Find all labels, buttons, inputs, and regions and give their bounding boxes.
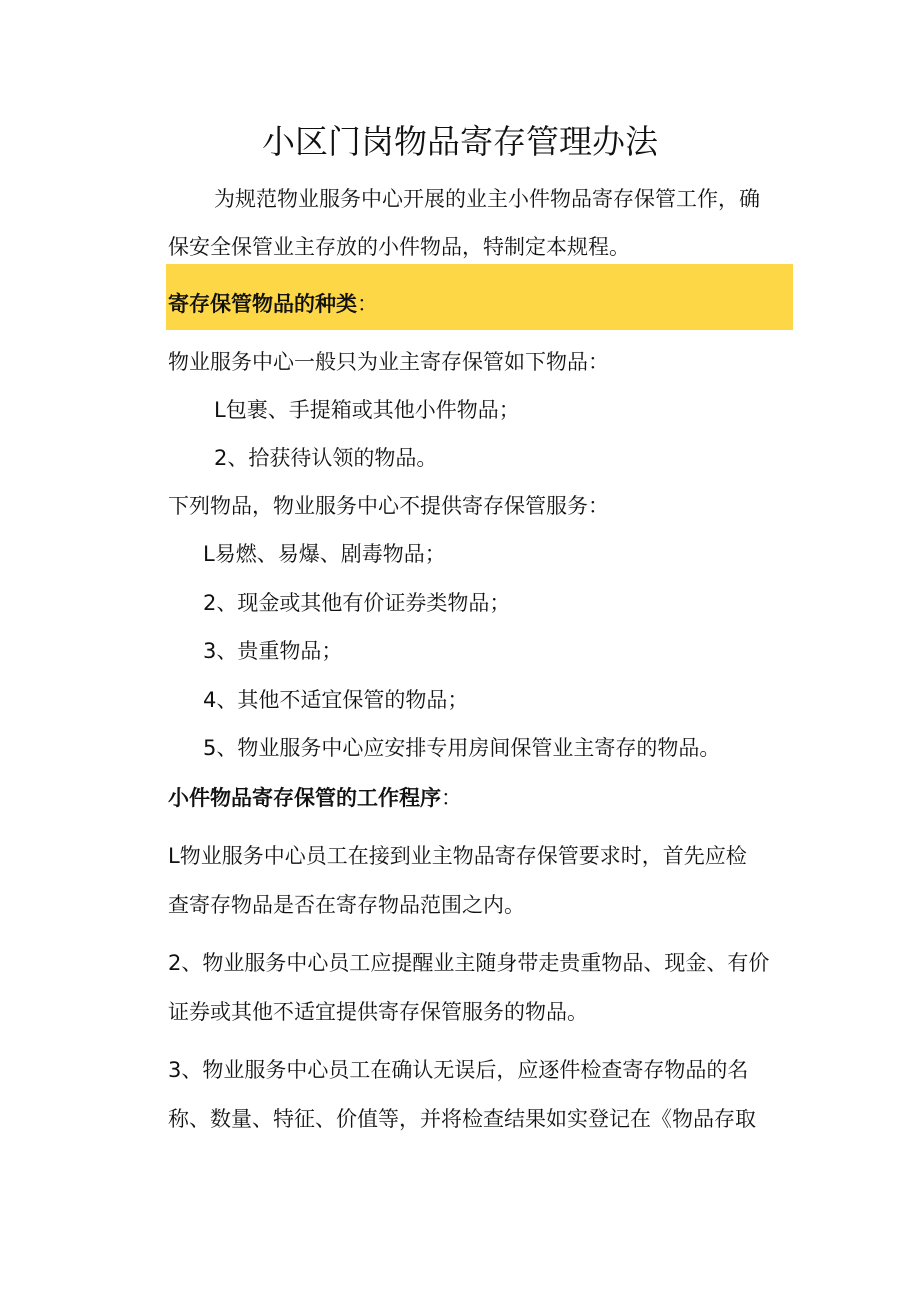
denied-item-4: 4、其他不适宜保管的物品；: [203, 688, 469, 712]
allowed-item-1: L包裹、手提箱或其他小件物品；: [214, 398, 520, 422]
section1-heading-colon: ：: [357, 292, 378, 316]
step-2-line-1: 2、物业服务中心员工应提醒业主随身带走贵重物品、现金、有价: [168, 951, 770, 975]
document-title: 小区门岗物品寄存管理办法: [262, 122, 658, 161]
section2-heading-text: 小件物品寄存保管的工作程序: [168, 786, 441, 810]
denied-item-2: 2、现金或其他有价证券类物品；: [203, 591, 511, 615]
step-1-line-1: L物业服务中心员工在接到业主物品寄存保管要求时，首先应检: [168, 844, 747, 868]
step-3-line-1: 3、物业服务中心员工在确认无误后，应逐件检查寄存物品的名: [168, 1058, 749, 1082]
section2-heading: [168, 784, 462, 812]
denied-intro: 下列物品，物业服务中心不提供寄存保管服务：: [168, 494, 609, 518]
step-2-line-2: 证券或其他不适宜提供寄存保管服务的物品。: [168, 1000, 588, 1024]
section2-heading-colon: ：: [441, 786, 462, 810]
denied-item-3: 3、贵重物品；: [203, 639, 343, 663]
denied-item-5: 5、物业服务中心应安排专用房间保管业主寄存的物品。: [203, 736, 721, 760]
intro-line-1: 为规范物业服务中心开展的业主小件物品寄存保管工作，确: [214, 187, 760, 211]
allowed-item-2: 2、拾获待认领的物品。: [214, 446, 438, 470]
step-3-line-2: 称、数量、特征、价值等，并将检查结果如实登记在《物品存取: [168, 1107, 756, 1131]
intro-line-2: 保安全保管业主存放的小件物品，特制定本规程。: [168, 235, 630, 259]
allowed-intro: 物业服务中心一般只为业主寄存保管如下物品：: [168, 350, 609, 374]
step-1-line-2: 查寄存物品是否在寄存物品范围之内。: [168, 893, 525, 917]
section1-heading-text: 寄存保管物品的种类: [168, 292, 357, 316]
section1-heading: [168, 290, 378, 318]
denied-item-1: L易燃、易爆、剧毒物品；: [203, 542, 446, 566]
